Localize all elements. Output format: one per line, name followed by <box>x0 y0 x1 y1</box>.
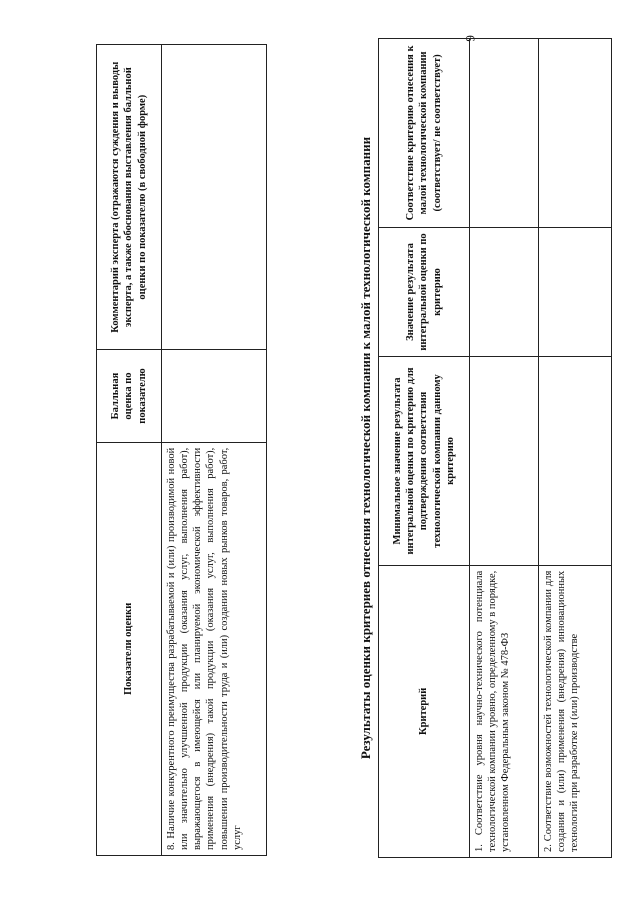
value-cell <box>539 227 612 357</box>
header-value: Значение результата интегральной оценки по критерию <box>379 227 470 357</box>
criteria-results-table <box>378 38 612 858</box>
compliance-cell <box>470 39 539 228</box>
table-row <box>470 39 539 858</box>
comment-cell <box>162 45 267 350</box>
score-cell <box>162 350 267 442</box>
header-indicator: Показатели оценки <box>97 442 162 855</box>
section-title: Результаты оценки критериев отнесения технологической компании к малой технологической компании <box>358 136 373 760</box>
table-header-row <box>97 45 162 856</box>
table-header-row <box>379 39 470 858</box>
header-score: Балльная оценка по показателю <box>97 350 162 442</box>
compliance-cell <box>539 39 612 228</box>
criterion-cell: 1. Соответствие уровня научно-технического потенциала технологической компании уровню, определенному в порядке, установленном Федеральным законом № 478-ФЗ <box>470 565 539 857</box>
table-row <box>162 45 267 856</box>
header-min-value: Минимальное значение результата интегральной оценки по критерию для подтверждения соответствия технологической компании данному критерию <box>379 357 470 565</box>
header-comment: Комментарий эксперта (отражаются суждения и выводы эксперта, а также обоснования выставления балльной оценки по показателю (в свободной форме) <box>97 45 162 350</box>
min-value-cell <box>539 357 612 565</box>
criterion-cell: 2. Соответствие возможностей технологической компании для создания и (или) применения (внедрения) инновационных технологий при разработке и (или) производстве <box>539 565 612 857</box>
page-number: 6 <box>463 34 478 42</box>
table-row <box>539 39 612 858</box>
expert-assessment-table <box>96 44 267 856</box>
value-cell <box>470 227 539 357</box>
header-compliance: Соответствие критерию отнесения к малой технологической компании (соответствует/ не соответствует) <box>379 39 470 228</box>
min-value-cell <box>470 357 539 565</box>
indicator-cell: 8. Наличие конкурентного преимущества разрабатываемой и (или) производимой новой или значительно улучшенной продукции (оказания услуг, выполнения работ), выражающегося в имеющейся или планируемой экономической эффективности применения (внедрения) такой продукции (оказания услуг, выполнения работ), повышении производительности труда и (или) создании новых рынков товаров, работ, услуг <box>162 442 267 855</box>
header-criterion: Критерий <box>379 565 470 857</box>
